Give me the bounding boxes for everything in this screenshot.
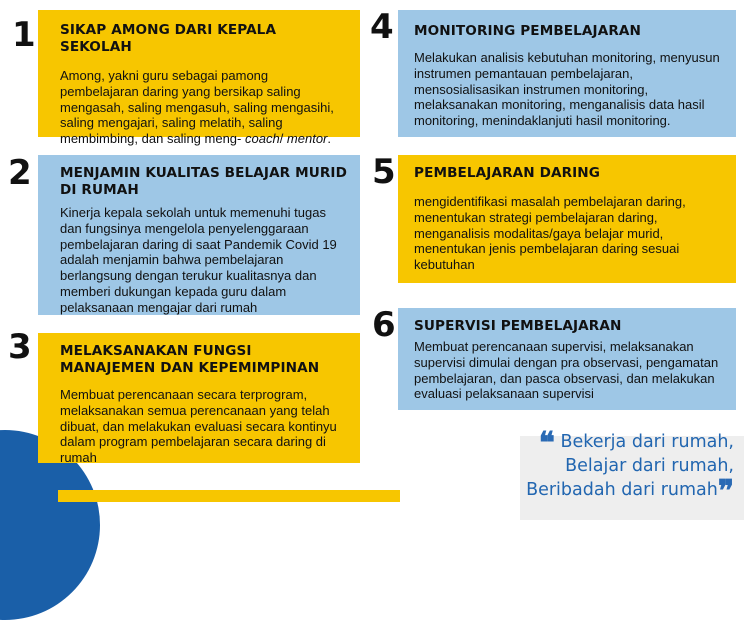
item-number-3: 3 [8,327,32,367]
quote-line-3 [434,474,734,509]
card-title: SUPERVISI PEMBELAJARAN [414,318,622,334]
quote-line-2 [434,454,734,478]
card-title: SIKAP AMONG DARI KEPALA SEKOLAH [60,22,277,55]
card-body: Melakukan analisis kebutuhan monitoring, menyusun instrumen pemantauan pembelajaran, mensosialisasikan instrumen monitoring, melaksanakan monitoring, menganalisis data hasil monitoring, menindaklanjuti hasil monitoring. [414,50,720,129]
item-number-6: 6 [372,305,396,345]
card-fungsi-manajemen [38,333,360,466]
card-title: PEMBELAJARAN DARING [414,165,601,181]
card-title: MONITORING PEMBELAJARAN [414,23,641,39]
card-menjamin-kualitas [38,155,360,315]
card-body: Kinerja kepala sekolah untuk memenuhi tugas dan fungsinya mengelola penyelenggaraan pembelajaran daring di saat Pandemik Covid 19 adalah menjamin bahwa pembelajaran berlangsung dengan terukur kualitasnya dan memberi dukungan kepada guru dalam pelaksanaan mengajar dari rumah [60,205,337,315]
card-body: Membuat perencanaan secara terprogram, melaksanakan semua perencanaan yang telah dibuat, dan melakukan evaluasi secara kontinyu dalam program pembelajaran secara daring di rumah [60,387,337,466]
card-title: MELAKSANAKAN FUNGSI MANAJEMEN DAN KEPEMIMPINAN [60,343,320,376]
card-body-end: . [327,131,332,147]
quote-line-3-text: Beribadah dari rumah [526,480,718,500]
card-body [60,68,348,147]
item-number-5: 5 [372,152,396,192]
decorative-yellow-bar [58,490,400,502]
item-number-2: 2 [8,153,32,193]
card-pembelajaran-daring [398,155,736,283]
quote-line-1-text: Bekerja dari rumah, [560,432,734,452]
card-body-italic-mentor: mentor [286,131,328,147]
card-body: Membuat perencanaan supervisi, melaksanakan supervisi dimulai dengan pra observasi, pengamatan pembelajaran, dan pasca observasi, dan melakukan evaluasi pelaksanaan supervisi [414,339,719,402]
quote-line-2-text: Belajar dari rumah, [565,456,734,476]
card-body-separator: / [279,131,287,147]
open-quote-icon: ❝ [538,426,555,461]
card-body-text: Among, yakni guru sebagai pamong pembelajaran daring yang bersikap saling mengasah, saling mengasuh, saling mengasihi, saling mengajari, saling melatih, saling membimbing, dan saling meng- [60,68,334,147]
card-body: mengidentifikasi masalah pembelajaran daring, menentukan strategi pembelajaran daring, menganalisis modalitas/gaya belajar murid, menentukan jenis pembelajaran daring sesuai kebutuhan [414,194,686,273]
card-supervisi [398,308,736,410]
card-sikap-among [38,10,360,147]
motto-quote [434,426,734,509]
card-monitoring [398,10,736,137]
card-title: MENJAMIN KUALITAS BELAJAR MURID DI RUMAH [60,165,347,198]
close-quote-icon: ❞ [717,474,734,509]
item-number-4: 4 [370,7,394,47]
card-body-italic-coach: coach [244,131,280,147]
item-number-1: 1 [12,15,36,55]
quote-line-1 [434,426,734,461]
